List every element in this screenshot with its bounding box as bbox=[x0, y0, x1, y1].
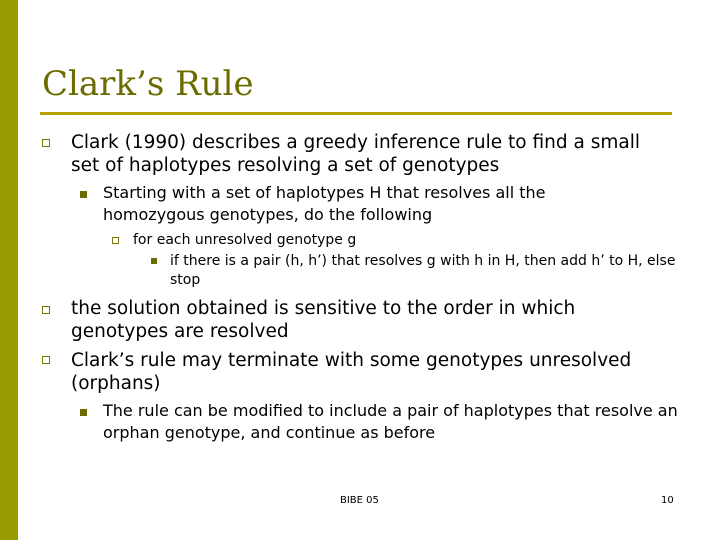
level4-bullet-text: if there is a pair (h, h’) that resolves g with h in H, then add h’ to H, else stop bbox=[170, 253, 676, 288]
sub-bullet-text: Starting with a set of haplotypes H that resolves all the homozygous genotypes, do the following bbox=[103, 183, 546, 224]
bullet-marker-square-icon bbox=[42, 356, 50, 364]
sub-bullet-marker-icon bbox=[80, 409, 87, 416]
bullet-marker-square-icon bbox=[42, 139, 50, 147]
left-accent-bar bbox=[0, 0, 18, 540]
sub-bullet-marker-icon bbox=[80, 191, 87, 198]
page-number: 10 bbox=[661, 495, 674, 506]
bullet-text: Clark’s rule may terminate with some genotypes unresolved (orphans) bbox=[71, 350, 632, 394]
sub-sub-bullet-marker-icon bbox=[112, 237, 119, 244]
sub-sub-bullet-text: for each unresolved genotype g bbox=[133, 232, 357, 248]
title-underline bbox=[40, 112, 672, 115]
sub-bullet-text: The rule can be modified to include a pair of haplotypes that resolve an orphan genotype, and continue as before bbox=[103, 401, 678, 442]
footer-label: BIBE 05 bbox=[340, 495, 379, 506]
bullet-text: the solution obtained is sensitive to the order in which genotypes are resolved bbox=[71, 298, 576, 342]
level4-bullet-marker-icon bbox=[151, 258, 157, 264]
slide-title: Clark’s Rule bbox=[42, 64, 254, 104]
bullet-marker-square-icon bbox=[42, 306, 50, 314]
bullet-text: Clark (1990) describes a greedy inference rule to find a small set of haplotypes resolving a set of genotypes bbox=[71, 132, 640, 176]
